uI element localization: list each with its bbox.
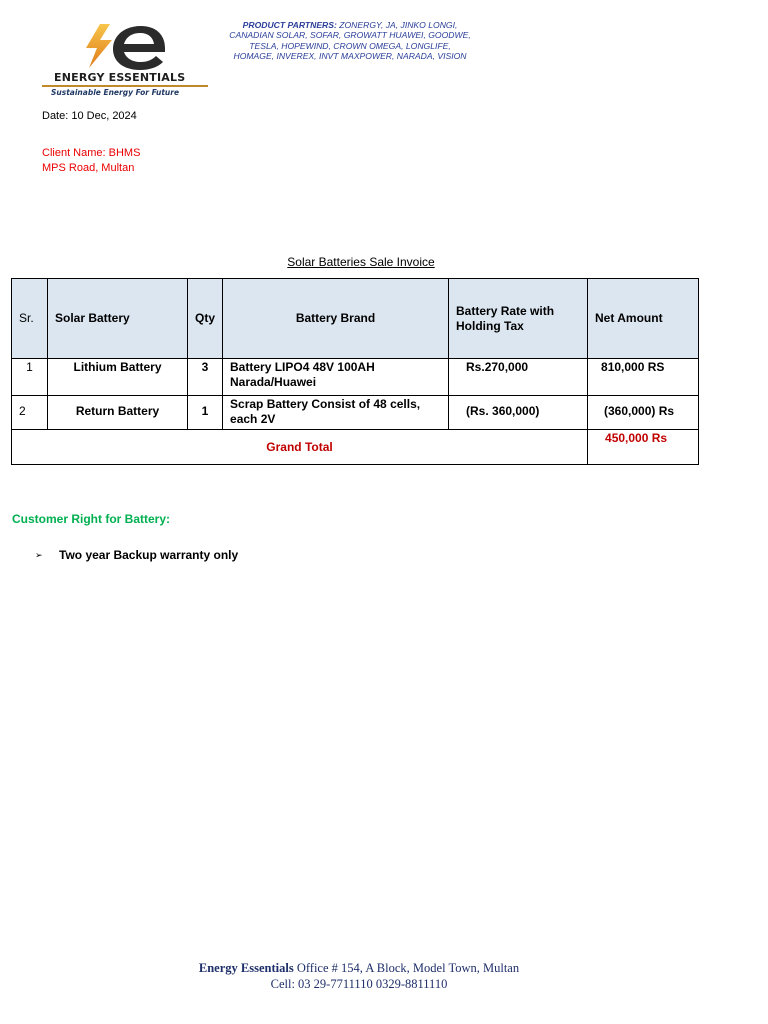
table-row <box>12 396 699 430</box>
cell-qty: 3 <box>188 359 223 396</box>
document-title: Solar Batteries Sale Invoice <box>287 255 435 269</box>
cell-brand: Scrap Battery Consist of 48 cells, each 2V <box>223 396 449 430</box>
cell-net: (360,000) Rs <box>588 396 699 430</box>
header-net-amount: Net Amount <box>588 279 699 359</box>
header-qty: Qty <box>188 279 223 359</box>
cell-battery: Return Battery <box>48 396 188 430</box>
company-name: ENERGY ESSENTIALS <box>54 71 186 84</box>
logo-underline <box>42 85 208 87</box>
cell-net: 810,000 RS <box>588 359 699 396</box>
header-battery-rate: Battery Rate with Holding Tax <box>449 279 588 359</box>
company-logo <box>40 22 212 100</box>
cell-battery: Lithium Battery <box>48 359 188 396</box>
table-row <box>12 359 699 396</box>
partners-label: PRODUCT PARTNERS: <box>242 20 337 30</box>
footer-company: Energy Essentials <box>198 961 294 975</box>
cell-rate: Rs.270,000 <box>449 359 588 396</box>
product-partners <box>228 20 472 62</box>
energy-e-logo-icon <box>40 22 212 72</box>
cell-sr: 2 <box>12 396 48 430</box>
footer-address-line <box>0 960 718 976</box>
table-header-row <box>12 279 699 359</box>
cell-rate: (Rs. 360,000) <box>449 396 588 430</box>
footer <box>0 960 718 992</box>
grand-total-row <box>12 430 699 465</box>
customer-rights-heading: Customer Right for Battery: <box>12 512 171 526</box>
footer-cell: Cell: 03 29-7711110 0329-8811110 <box>270 977 448 991</box>
client-name: Client Name: BHMS <box>42 147 141 159</box>
company-tagline: Sustainable Energy For Future <box>51 88 180 97</box>
grand-total-label: Grand Total <box>12 430 588 465</box>
client-address: MPS Road, Multan <box>42 162 135 174</box>
arrow-bullet-icon: ➢ <box>35 550 43 560</box>
invoice-table <box>11 278 699 465</box>
header-solar-battery: Solar Battery <box>48 279 188 359</box>
partners-list: ZONERGY, JA, JINKO LONGI, CANADIAN SOLAR, SOFAR, GROWATT HUAWEI, GOODWE, TESLA, HOPEWIND, CROWN OMEGA, LONGLIFE, HOMAGE, INVEREX, INVT MAXPOWER, NARADA, VISION <box>229 20 471 62</box>
warranty-item: Two year Backup warranty only <box>59 548 239 562</box>
header-sr: Sr. <box>12 279 48 359</box>
header-battery-brand: Battery Brand <box>223 279 449 359</box>
cell-sr: 1 <box>12 359 48 396</box>
footer-office: Office # 154, A Block, Model Town, Multan <box>293 961 520 975</box>
grand-total-value: 450,000 Rs <box>588 430 699 465</box>
invoice-date: Date: 10 Dec, 2024 <box>42 110 137 122</box>
cell-brand: Battery LIPO4 48V 100AH Narada/Huawei <box>223 359 449 396</box>
cell-qty: 1 <box>188 396 223 430</box>
